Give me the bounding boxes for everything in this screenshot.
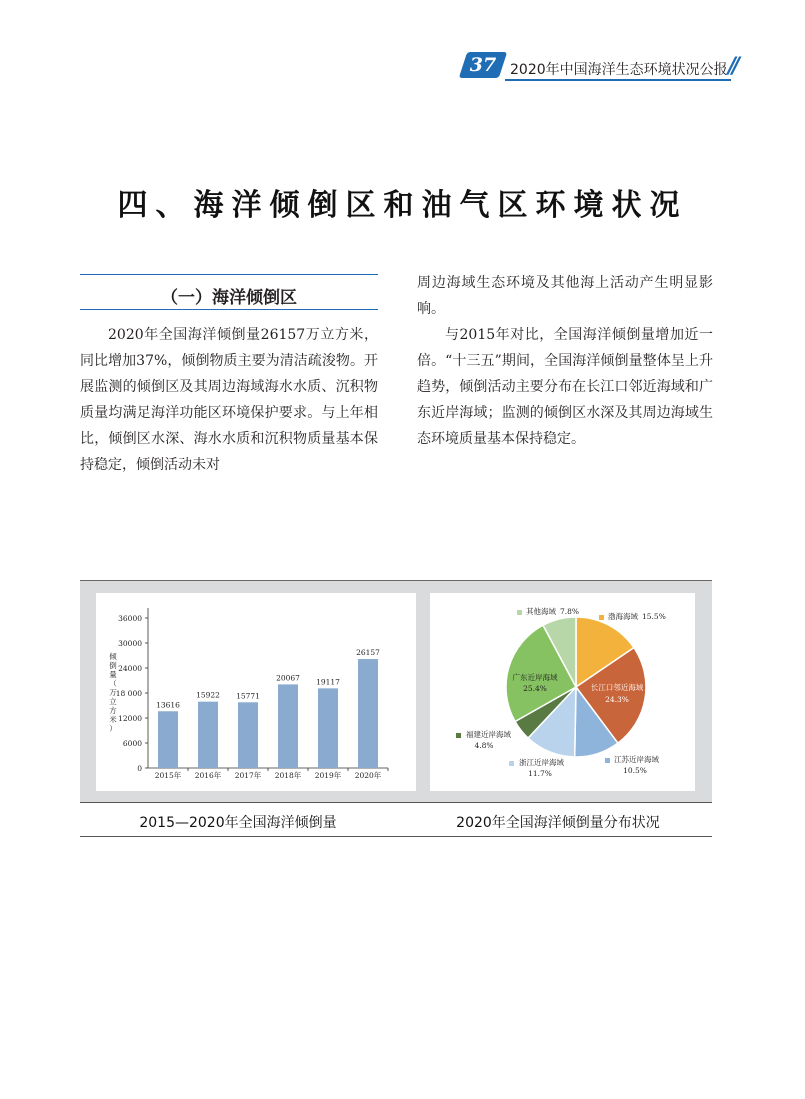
y-tick-label: 0 bbox=[137, 764, 142, 773]
pie-chart-area bbox=[430, 593, 695, 791]
report-title: 2020年中国海洋生态环境状况公报 bbox=[510, 62, 728, 78]
slice-percent-label: 11.7% bbox=[528, 769, 552, 778]
y-axis-label-char: 立 bbox=[109, 697, 117, 706]
bar-chart-caption: 2015—2020年全国海洋倾倒量 bbox=[139, 815, 337, 831]
bar-value-label: 13616 bbox=[156, 700, 180, 710]
bar-chart bbox=[96, 593, 416, 791]
y-axis-label-char: ） bbox=[109, 724, 117, 733]
paragraph-left: 2020年全国海洋倾倒量26157万立方米，同比增加37%，倾倒物质主要为清洁疏浚物。开展监测的倾倒区及其周边海域海水水质、沉积物质量均满足海洋功能区环境保护要求。与上年相比，倾倒区水深、海水水质和沉积物质量基本保持稳定，倾倒活动未对 bbox=[80, 327, 378, 473]
slashes-decoration: // bbox=[728, 54, 737, 79]
y-axis-label-char: 量 bbox=[109, 670, 117, 679]
slice-percent-label: 10.5% bbox=[623, 766, 647, 775]
bar bbox=[198, 702, 218, 768]
x-tick-label: 2018年 bbox=[274, 771, 302, 780]
slice-label: 广东近岸海域 bbox=[512, 673, 558, 682]
y-axis-label-char: （ bbox=[109, 679, 117, 688]
section-title: （一）海洋倾倒区 bbox=[161, 288, 297, 308]
y-tick-label: 6000 bbox=[122, 739, 142, 748]
bar-value-label: 15771 bbox=[236, 691, 260, 701]
bar bbox=[358, 659, 378, 768]
y-axis-label-char: 方 bbox=[109, 706, 117, 715]
bar-chart-area bbox=[96, 593, 416, 791]
legend-swatch bbox=[517, 610, 522, 615]
bar bbox=[158, 711, 178, 768]
legend-swatch bbox=[509, 761, 514, 766]
x-tick-label: 2015年 bbox=[154, 771, 182, 780]
main-title: 四、海洋倾倒区和油气区环境状况 bbox=[117, 188, 688, 223]
slice-label: 福建近岸海域 bbox=[466, 730, 511, 739]
page-number-badge bbox=[459, 52, 507, 78]
paragraph-right: 与2015年对比，全国海洋倾倒量增加近一倍。“十三五”期间，全国海洋倾倒量整体呈上升趋势，倾倒活动主要分布在长江口邻近海域和广东近岸海域；监测的倾倒区水深及其周边海域生态环境质量基本保持稳定。 bbox=[417, 327, 713, 447]
pie-chart bbox=[430, 593, 695, 791]
slice-label: 江苏近岸海域 bbox=[614, 755, 659, 764]
bar bbox=[238, 702, 258, 768]
header-rule bbox=[505, 79, 731, 81]
y-tick-label: 30000 bbox=[118, 639, 142, 648]
slice-percent-label: 24.3% bbox=[605, 695, 629, 704]
x-tick-label: 2016年 bbox=[194, 771, 222, 780]
bar bbox=[278, 684, 298, 768]
y-axis-label-char: 倾 bbox=[109, 652, 117, 661]
page-number: 37 bbox=[469, 54, 497, 76]
y-tick-label: 24000 bbox=[118, 664, 142, 673]
slice-label: 长江口邻近海域 bbox=[590, 683, 644, 692]
figure-panel-rule bbox=[80, 802, 712, 803]
y-tick-label: 36000 bbox=[118, 614, 142, 623]
caption-rule bbox=[80, 836, 712, 837]
y-axis-label-char: 万 bbox=[109, 688, 117, 697]
legend-swatch bbox=[599, 615, 604, 620]
x-tick-label: 2019年 bbox=[314, 771, 342, 780]
legend-swatch bbox=[456, 733, 461, 738]
x-tick-label: 2020年 bbox=[354, 771, 382, 780]
slice-percent-label: 25.4% bbox=[523, 684, 547, 693]
bar-value-label: 26157 bbox=[356, 648, 380, 658]
slice-label: 浙江近岸海域 bbox=[519, 758, 564, 767]
y-axis-label-char: 米 bbox=[109, 715, 117, 724]
slice-percent-label: 4.8% bbox=[474, 741, 494, 750]
pie-chart-caption: 2020年全国海洋倾倒量分布状况 bbox=[456, 815, 660, 831]
bar-value-label: 15922 bbox=[196, 690, 220, 700]
x-tick-label: 2017年 bbox=[234, 771, 262, 780]
slice-label: 渤海海域 bbox=[608, 612, 638, 621]
y-tick-label: 12000 bbox=[118, 714, 142, 723]
bar bbox=[318, 688, 338, 768]
bar-value-label: 20067 bbox=[276, 673, 300, 683]
y-tick-label: 18 000 bbox=[115, 689, 142, 698]
slice-label: 其他海域 bbox=[526, 607, 556, 616]
y-axis-label-char: 倒 bbox=[109, 661, 117, 670]
slice-percent-label: 7.8% bbox=[560, 607, 580, 616]
section-heading-box bbox=[80, 274, 378, 310]
bar-value-label: 19117 bbox=[316, 677, 340, 687]
legend-swatch bbox=[605, 758, 610, 763]
slice-percent-label: 15.5% bbox=[642, 612, 666, 621]
paragraph-right-continued: 周边海域生态环境及其他海上活动产生明显影响。 bbox=[417, 275, 713, 317]
